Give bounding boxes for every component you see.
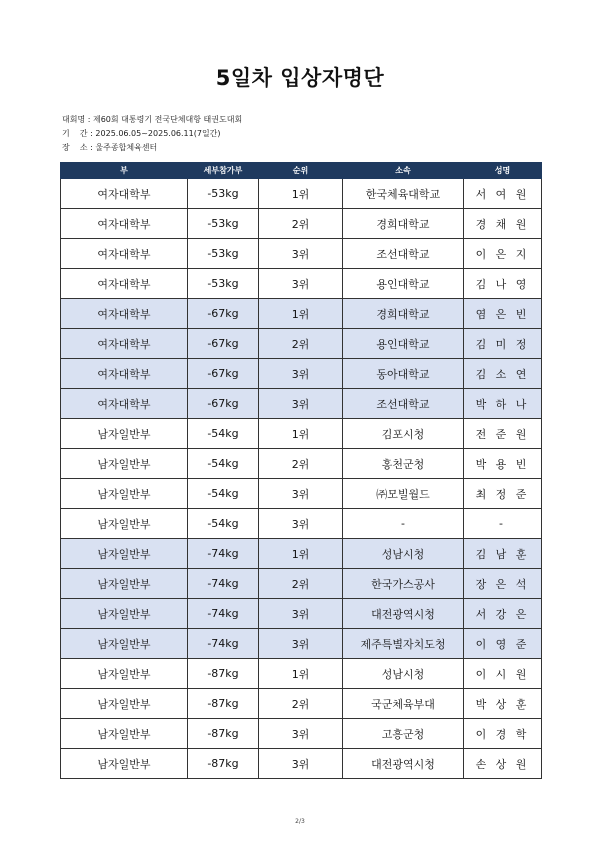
cell-name: 이 경 학 <box>464 719 542 749</box>
cell-team: ㈜모빌월드 <box>343 479 464 509</box>
cell-weight-class: -53kg <box>188 209 259 239</box>
cell-team: 조선대학교 <box>343 389 464 419</box>
table-row <box>61 299 542 329</box>
cell-rank: 3위 <box>259 629 343 659</box>
cell-name: 김 나 영 <box>464 269 542 299</box>
cell-team: 경희대학교 <box>343 209 464 239</box>
table-row <box>61 479 542 509</box>
cell-division: 여자대학부 <box>61 359 188 389</box>
cell-weight-class: -53kg <box>188 239 259 269</box>
cell-team: 국군체육부대 <box>343 689 464 719</box>
table-row <box>61 179 542 209</box>
event-period-value: 2025.06.05~2025.06.11(7일간) <box>95 129 221 138</box>
header-rank: 순위 <box>259 163 343 179</box>
cell-name: 이 시 원 <box>464 659 542 689</box>
table-row <box>61 209 542 239</box>
cell-division: 남자일반부 <box>61 479 188 509</box>
cell-team: 경희대학교 <box>343 299 464 329</box>
cell-division: 여자대학부 <box>61 329 188 359</box>
table-row <box>61 539 542 569</box>
cell-weight-class: -74kg <box>188 629 259 659</box>
cell-team: 성남시청 <box>343 539 464 569</box>
table-row <box>61 509 542 539</box>
cell-division: 남자일반부 <box>61 569 188 599</box>
cell-division: 남자일반부 <box>61 599 188 629</box>
cell-name: 손 상 원 <box>464 749 542 779</box>
cell-weight-class: -67kg <box>188 389 259 419</box>
table-row <box>61 449 542 479</box>
cell-weight-class: -67kg <box>188 329 259 359</box>
cell-team: 한국체육대학교 <box>343 179 464 209</box>
cell-division: 여자대학부 <box>61 299 188 329</box>
results-table <box>60 162 542 779</box>
cell-rank: 3위 <box>259 479 343 509</box>
cell-weight-class: -74kg <box>188 599 259 629</box>
cell-team: 김포시청 <box>343 419 464 449</box>
cell-division: 여자대학부 <box>61 209 188 239</box>
cell-rank: 1위 <box>259 539 343 569</box>
cell-rank: 3위 <box>259 599 343 629</box>
cell-name: 박 하 나 <box>464 389 542 419</box>
cell-name: 최 정 준 <box>464 479 542 509</box>
cell-name: 김 남 훈 <box>464 539 542 569</box>
cell-team: 조선대학교 <box>343 239 464 269</box>
cell-division: 남자일반부 <box>61 449 188 479</box>
cell-team: 성남시청 <box>343 659 464 689</box>
cell-rank: 1위 <box>259 299 343 329</box>
cell-team: 홍천군청 <box>343 449 464 479</box>
header-team: 소속 <box>343 163 464 179</box>
cell-rank: 3위 <box>259 389 343 419</box>
cell-name: 김 소 연 <box>464 359 542 389</box>
cell-rank: 3위 <box>259 509 343 539</box>
cell-name: 서 강 은 <box>464 599 542 629</box>
table-row <box>61 359 542 389</box>
cell-division: 남자일반부 <box>61 689 188 719</box>
cell-name: 이 은 지 <box>464 239 542 269</box>
cell-rank: 3위 <box>259 269 343 299</box>
event-venue-label: 장 소 : <box>62 143 93 152</box>
cell-division: 남자일반부 <box>61 629 188 659</box>
table-body <box>61 179 542 779</box>
table-row <box>61 629 542 659</box>
cell-division: 남자일반부 <box>61 659 188 689</box>
table-row <box>61 749 542 779</box>
cell-division: 남자일반부 <box>61 539 188 569</box>
cell-weight-class: -54kg <box>188 419 259 449</box>
cell-rank: 2위 <box>259 329 343 359</box>
cell-team: 대전광역시청 <box>343 749 464 779</box>
header-weight-class: 세부참가부 <box>188 163 259 179</box>
cell-weight-class: -74kg <box>188 539 259 569</box>
event-info <box>62 113 242 155</box>
cell-weight-class: -87kg <box>188 749 259 779</box>
event-name-label: 대회명 : <box>62 115 91 124</box>
cell-weight-class: -54kg <box>188 479 259 509</box>
cell-name: 장 은 석 <box>464 569 542 599</box>
cell-team: - <box>343 509 464 539</box>
cell-team: 용인대학교 <box>343 329 464 359</box>
cell-weight-class: -74kg <box>188 569 259 599</box>
table-row <box>61 329 542 359</box>
cell-name: 박 용 빈 <box>464 449 542 479</box>
header-division: 부 <box>61 163 188 179</box>
cell-weight-class: -87kg <box>188 719 259 749</box>
cell-rank: 2위 <box>259 449 343 479</box>
table-row <box>61 569 542 599</box>
cell-division: 남자일반부 <box>61 509 188 539</box>
cell-team: 한국가스공사 <box>343 569 464 599</box>
page-title: 5일차 입상자명단 <box>215 66 385 90</box>
cell-team: 동아대학교 <box>343 359 464 389</box>
cell-division: 남자일반부 <box>61 749 188 779</box>
cell-name: 이 영 준 <box>464 629 542 659</box>
table-row <box>61 239 542 269</box>
cell-rank: 1위 <box>259 659 343 689</box>
cell-rank: 1위 <box>259 419 343 449</box>
cell-division: 여자대학부 <box>61 389 188 419</box>
cell-rank: 2위 <box>259 689 343 719</box>
cell-name: 김 미 정 <box>464 329 542 359</box>
cell-weight-class: -67kg <box>188 299 259 329</box>
cell-division: 여자대학부 <box>61 239 188 269</box>
table-row <box>61 719 542 749</box>
cell-name: 염 은 빈 <box>464 299 542 329</box>
table-header-row <box>61 163 542 179</box>
cell-team: 대전광역시청 <box>343 599 464 629</box>
cell-name: 전 준 원 <box>464 419 542 449</box>
table-row <box>61 269 542 299</box>
cell-weight-class: -53kg <box>188 179 259 209</box>
cell-team: 고흥군청 <box>343 719 464 749</box>
cell-name: - <box>464 509 542 539</box>
table-row <box>61 659 542 689</box>
cell-team: 용인대학교 <box>343 269 464 299</box>
header-name: 성명 <box>464 163 542 179</box>
cell-rank: 3위 <box>259 749 343 779</box>
cell-division: 여자대학부 <box>61 179 188 209</box>
event-venue-row <box>62 141 242 155</box>
cell-name: 박 상 훈 <box>464 689 542 719</box>
cell-team: 제주특별자치도청 <box>343 629 464 659</box>
cell-rank: 2위 <box>259 569 343 599</box>
table-row <box>61 599 542 629</box>
table-row <box>61 389 542 419</box>
cell-division: 여자대학부 <box>61 269 188 299</box>
table-row <box>61 419 542 449</box>
event-name-value: 제60회 대통령기 전국단체대항 태권도대회 <box>92 115 243 124</box>
cell-weight-class: -67kg <box>188 359 259 389</box>
cell-name: 서 여 원 <box>464 179 542 209</box>
cell-name: 경 채 원 <box>464 209 542 239</box>
cell-weight-class: -87kg <box>188 689 259 719</box>
cell-rank: 3위 <box>259 359 343 389</box>
event-period-label: 기 간 : <box>62 129 93 138</box>
cell-rank: 3위 <box>259 719 343 749</box>
cell-rank: 1위 <box>259 179 343 209</box>
event-venue-value: 울주종합체육센터 <box>95 143 158 152</box>
cell-weight-class: -87kg <box>188 659 259 689</box>
cell-division: 남자일반부 <box>61 719 188 749</box>
cell-weight-class: -54kg <box>188 449 259 479</box>
cell-rank: 2위 <box>259 209 343 239</box>
event-period-row <box>62 127 242 141</box>
cell-rank: 3위 <box>259 239 343 269</box>
event-name-row <box>62 113 242 127</box>
cell-weight-class: -54kg <box>188 509 259 539</box>
table-row <box>61 689 542 719</box>
cell-weight-class: -53kg <box>188 269 259 299</box>
page-number: 2/3 <box>295 818 305 825</box>
cell-division: 남자일반부 <box>61 419 188 449</box>
